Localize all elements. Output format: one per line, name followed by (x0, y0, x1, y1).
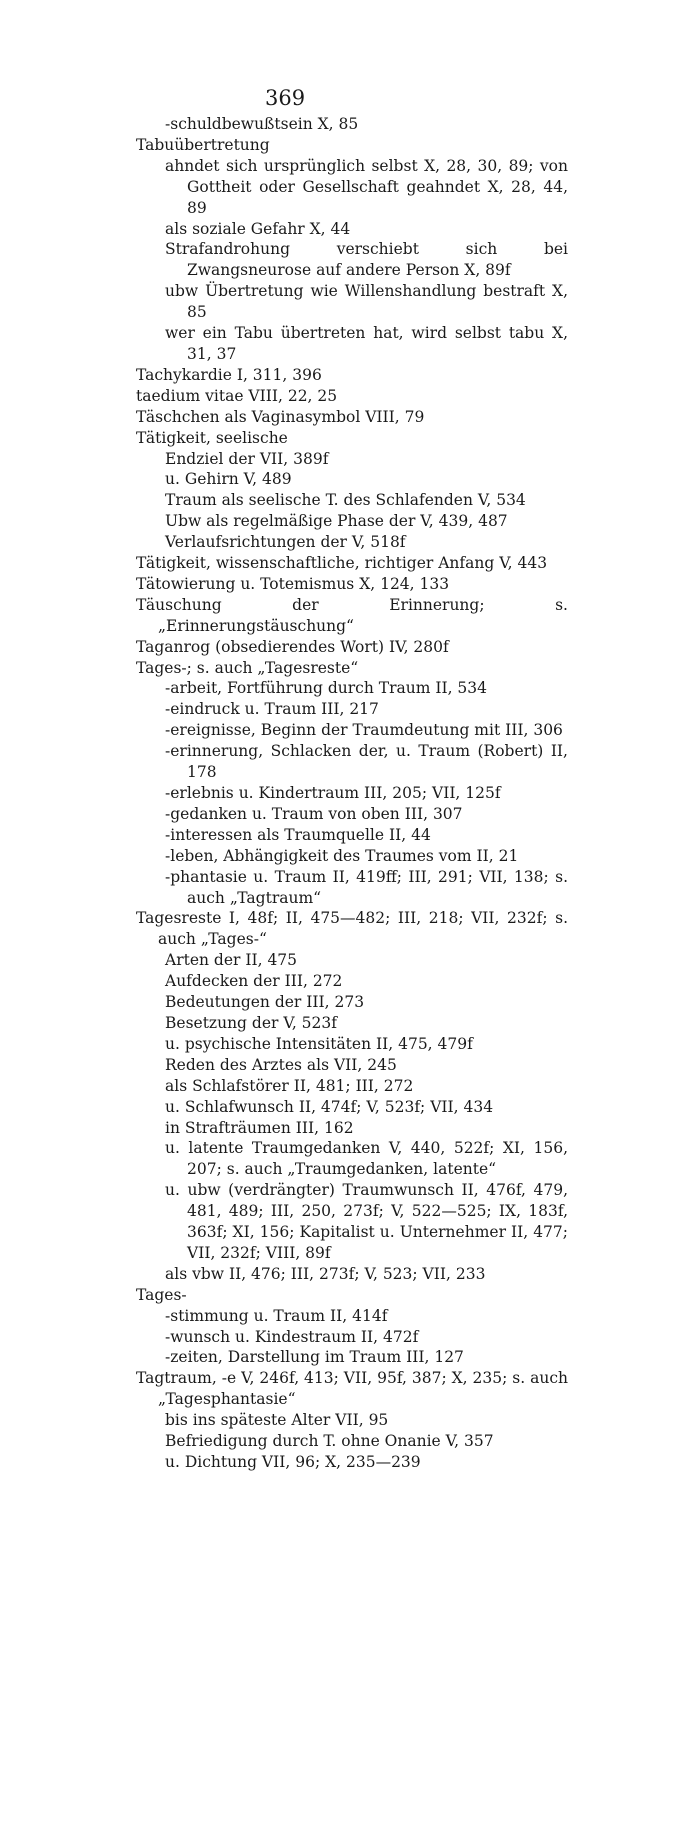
index-subentry: -arbeit, Fortführung durch Traum II, 534 (165, 679, 488, 698)
index-subentry: -zeiten, Darstellung im Traum III, 127 (165, 1348, 464, 1367)
index-subentry: ahndet sich ursprünglich selbst X, 28, 30, 89; von Gottheit oder Gesellschaft geahndet X, 28, 44, 89 (165, 156, 568, 217)
index-subentry: u. latente Traumgedanken V, 440, 522f; XI, 156, 207; s. auch „Traumgedanken, latente“ (165, 1139, 568, 1179)
index-subentry: Bedeutungen der III, 273 (165, 993, 365, 1012)
index-subentry: -stimmung u. Traum II, 414f (165, 1306, 388, 1325)
index-subentry: Traum als seelische T. des Schlafenden V, 534 (165, 491, 526, 510)
index-headword: Tätigkeit, wissenschaftliche, richtiger Anfang V, 443 (136, 554, 548, 573)
index-subentry: Befriedigung durch T. ohne Onanie V, 357 (165, 1432, 494, 1451)
index-headword: Tages- (136, 1285, 187, 1304)
index-headword: Taganrog (obsedierendes Wort) IV, 280f (136, 637, 449, 656)
index-subentry: u. Dichtung VII, 96; X, 235—239 (165, 1453, 421, 1471)
index-subentry: -interessen als Traumquelle II, 44 (165, 825, 431, 844)
index-subentry: -schuldbewußtsein X, 85 (165, 115, 359, 133)
index-subentry: als soziale Gefahr X, 44 (165, 219, 351, 238)
index-subentry: Endziel der VII, 389f (165, 449, 329, 468)
index-subentry: -ereignisse, Beginn der Traumdeutung mit III, 306 (165, 721, 563, 740)
index-subentry: -leben, Abhängigkeit des Traumes vom II, 21 (165, 846, 519, 865)
index-subentry: u. Gehirn V, 489 (165, 470, 292, 489)
index-subentry: u. ubw (verdrängter) Traumwunsch II, 476f, 479, 481, 489; III, 250, 273f; V, 522—525; IX, 183f, 363f; XI, 156; Kapitalist u. Unternehmer II, 477; VII, 232f; VIII, 89f (165, 1181, 568, 1262)
index-headword: taedium vitae VIII, 22, 25 (136, 386, 338, 405)
index-entry-list (136, 114, 568, 1473)
index-subentry: Ubw als regelmäßige Phase der V, 439, 487 (165, 512, 508, 531)
index-headword: Tätigkeit, seelische (136, 428, 288, 447)
index-headword: Tabuübertretung (136, 135, 270, 154)
index-subentry: Reden des Arztes als VII, 245 (165, 1055, 397, 1074)
index-subentry: -gedanken u. Traum von oben III, 307 (165, 804, 463, 823)
index-subentry: bis ins späteste Alter VII, 95 (165, 1411, 389, 1430)
index-subentry: wer ein Tabu übertreten hat, wird selbst tabu X, 31, 37 (165, 324, 568, 363)
index-subentry: als Schlafstörer II, 481; III, 272 (165, 1076, 414, 1095)
index-subentry: Aufdecken der III, 272 (165, 972, 343, 991)
index-headword: Tagtraum, -e V, 246f, 413; VII, 95f, 387; X, 235; s. auch „Tagesphantasie“ (136, 1369, 568, 1409)
index-subentry: als vbw II, 476; III, 273f; V, 523; VII, 233 (165, 1264, 486, 1283)
index-headword: Tagesreste I, 48f; II, 475—482; III, 218; VII, 232f; s. auch „Tages-“ (136, 909, 568, 949)
index-subentry: -wunsch u. Kindestraum II, 472f (165, 1327, 419, 1346)
index-subentry: Arten der II, 475 (165, 951, 298, 970)
index-headword: Täuschung der Erinnerung; s. „Erinnerungstäuschung“ (136, 595, 568, 635)
index-subentry: ubw Übertretung wie Willenshandlung bestraft X, 85 (165, 282, 568, 322)
index-headword: Tages-; s. auch „Tagesreste“ (136, 658, 359, 677)
index-subentry: -erinnerung, Schlacken der, u. Traum (Robert) II, 178 (165, 742, 568, 782)
index-subentry: -phantasie u. Traum II, 419ff; III, 291; VII, 138; s. auch „Tagtraum“ (165, 867, 568, 907)
index-headword: Tätowierung u. Totemismus X, 124, 133 (136, 574, 450, 593)
index-subentry: Verlaufsrichtungen der V, 518f (165, 533, 406, 552)
index-headword: Täschchen als Vaginasymbol VIII, 79 (136, 407, 425, 426)
index-subentry: in Strafträumen III, 162 (165, 1118, 354, 1137)
index-subentry: u. psychische Intensitäten II, 475, 479f (165, 1034, 473, 1053)
page-number: 369 (265, 86, 306, 110)
index-subentry: u. Schlafwunsch II, 474f; V, 523f; VII, 434 (165, 1097, 494, 1116)
index-subentry: -eindruck u. Traum III, 217 (165, 700, 379, 719)
index-subentry: Besetzung der V, 523f (165, 1013, 337, 1032)
index-subentry: -erlebnis u. Kindertraum III, 205; VII, 125f (165, 784, 501, 802)
index-headword: Tachykardie I, 311, 396 (136, 365, 322, 384)
index-subentry: Strafandrohung verschiebt sich bei Zwangsneurose auf andere Person X, 89f (165, 240, 568, 280)
